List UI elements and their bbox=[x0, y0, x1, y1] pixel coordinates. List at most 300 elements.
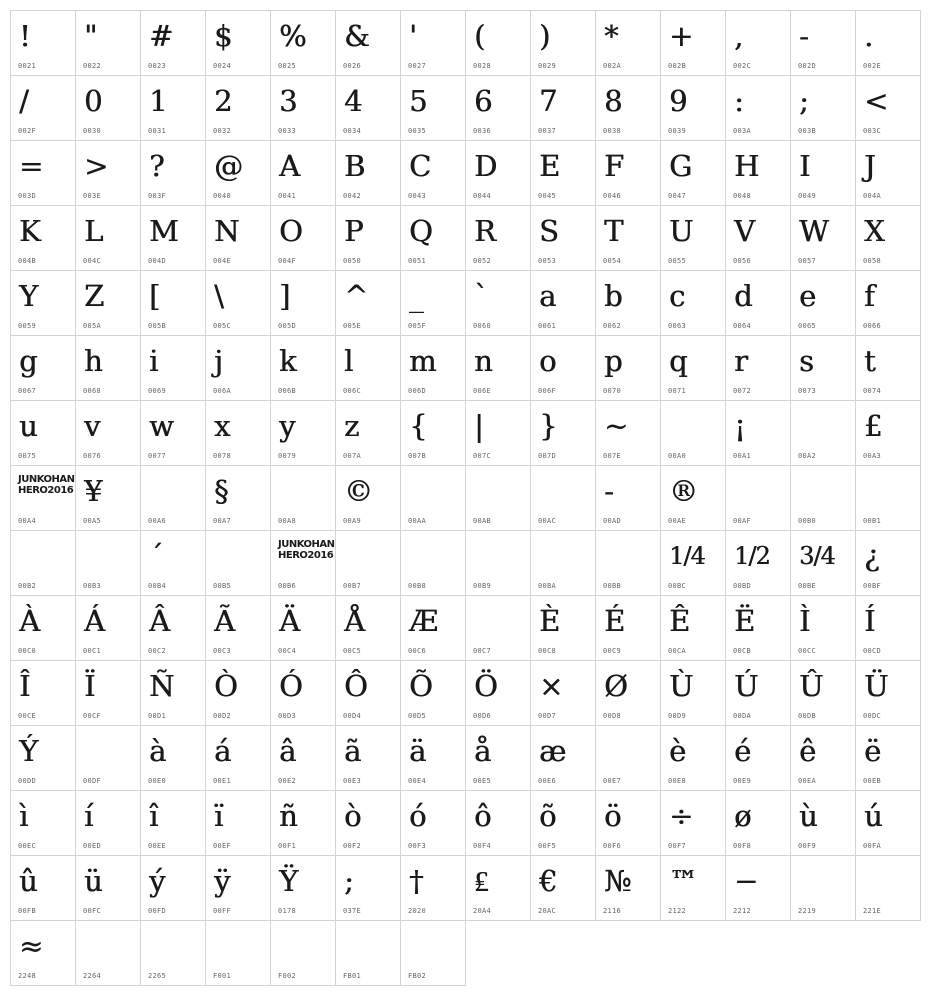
glyph-cell bbox=[596, 531, 661, 596]
glyph-char: o bbox=[539, 344, 557, 378]
glyph-cell bbox=[466, 791, 531, 856]
glyph-codepoint: 0038 bbox=[603, 127, 622, 135]
glyph-codepoint: 00AF bbox=[733, 517, 752, 525]
glyph-cell bbox=[11, 531, 76, 596]
glyph-cell bbox=[466, 206, 531, 271]
glyph-codepoint: 00CF bbox=[83, 712, 102, 720]
glyph-codepoint: 00BA bbox=[538, 582, 557, 590]
glyph-char: b bbox=[604, 279, 623, 313]
glyph-codepoint: 006D bbox=[408, 387, 427, 395]
glyph-cell bbox=[466, 466, 531, 531]
glyph-codepoint: 0058 bbox=[863, 257, 882, 265]
glyph-char: ÷ bbox=[669, 799, 694, 833]
glyph-codepoint: 007A bbox=[343, 452, 362, 460]
glyph-char: æ bbox=[539, 734, 567, 768]
glyph-codepoint: 00AC bbox=[538, 517, 557, 525]
glyph-codepoint: 00A1 bbox=[733, 452, 752, 460]
glyph-cell bbox=[141, 76, 206, 141]
glyph-codepoint: 0021 bbox=[18, 62, 37, 70]
glyph-codepoint: 002F bbox=[18, 127, 37, 135]
glyph-codepoint: 007D bbox=[538, 452, 557, 460]
glyph-cell bbox=[336, 271, 401, 336]
glyph-cell bbox=[466, 271, 531, 336]
glyph-codepoint: 00AE bbox=[668, 517, 687, 525]
glyph-codepoint: 0035 bbox=[408, 127, 427, 135]
glyph-char: a bbox=[539, 279, 557, 313]
glyph-cell bbox=[531, 271, 596, 336]
glyph-char: Ã bbox=[214, 604, 235, 638]
glyph-codepoint: 00A0 bbox=[668, 452, 687, 460]
glyph-cell bbox=[141, 856, 206, 921]
glyph-char: ~ bbox=[604, 409, 629, 443]
glyph-codepoint: 00FA bbox=[863, 842, 882, 850]
glyph-cell bbox=[596, 11, 661, 76]
glyph-char: Ó bbox=[279, 669, 303, 703]
glyph-cell bbox=[466, 141, 531, 206]
glyph-char: h bbox=[84, 344, 103, 378]
glyph-char: H bbox=[734, 149, 760, 183]
glyph-cell bbox=[856, 206, 921, 271]
glyph-codepoint: 00FC bbox=[83, 907, 102, 915]
glyph-cell bbox=[596, 856, 661, 921]
glyph-codepoint: 00E7 bbox=[603, 777, 622, 785]
glyph-codepoint: 0046 bbox=[603, 192, 622, 200]
glyph-codepoint: 00D2 bbox=[213, 712, 232, 720]
glyph-char: 3 bbox=[279, 84, 298, 118]
glyph-char: Û bbox=[799, 669, 824, 703]
glyph-char: S bbox=[539, 214, 559, 248]
glyph-char: , bbox=[734, 19, 744, 53]
glyph-char: Ê bbox=[669, 604, 691, 638]
glyph-char: £ bbox=[864, 409, 883, 443]
glyph-codepoint: 005C bbox=[213, 322, 232, 330]
glyph-codepoint: 00FD bbox=[148, 907, 167, 915]
glyph-char: F bbox=[604, 149, 625, 183]
glyph-codepoint: 00EB bbox=[863, 777, 882, 785]
glyph-cell bbox=[596, 596, 661, 661]
glyph-char: A bbox=[279, 149, 300, 183]
glyph-cell bbox=[206, 466, 271, 531]
glyph-codepoint: 004D bbox=[148, 257, 167, 265]
glyph-char: M bbox=[149, 214, 179, 248]
glyph-char: < bbox=[864, 84, 889, 118]
glyph-char: I bbox=[799, 149, 811, 183]
glyph-codepoint: 005E bbox=[343, 322, 362, 330]
glyph-codepoint: 00DF bbox=[83, 777, 102, 785]
glyph-codepoint: 0062 bbox=[603, 322, 622, 330]
glyph-cell bbox=[856, 141, 921, 206]
glyph-char: D bbox=[474, 149, 498, 183]
glyph-cell bbox=[661, 466, 726, 531]
glyph-cell bbox=[206, 206, 271, 271]
glyph-cell bbox=[726, 401, 791, 466]
glyph-char: X bbox=[864, 214, 885, 248]
glyph-codepoint: 00D9 bbox=[668, 712, 687, 720]
glyph-codepoint: 003D bbox=[18, 192, 37, 200]
glyph-codepoint: 00B9 bbox=[473, 582, 492, 590]
glyph-char: 7 bbox=[539, 84, 558, 118]
glyph-cell bbox=[141, 726, 206, 791]
glyph-cell bbox=[401, 401, 466, 466]
glyph-codepoint: 0064 bbox=[733, 322, 752, 330]
glyph-cell bbox=[661, 531, 726, 596]
glyph-codepoint: 0045 bbox=[538, 192, 557, 200]
glyph-cell bbox=[791, 661, 856, 726]
glyph-char: ₤ bbox=[474, 864, 489, 898]
glyph-cell bbox=[271, 206, 336, 271]
glyph-char: y bbox=[279, 409, 296, 443]
glyph-char: Ä bbox=[279, 604, 300, 638]
glyph-char: e bbox=[799, 279, 817, 313]
glyph-char: + bbox=[669, 19, 694, 53]
glyph-grid bbox=[10, 10, 921, 986]
glyph-cell bbox=[206, 76, 271, 141]
glyph-char: Í bbox=[864, 604, 876, 638]
glyph-codepoint: 00B5 bbox=[213, 582, 232, 590]
glyph-codepoint: 0054 bbox=[603, 257, 622, 265]
glyph-char: ' bbox=[409, 19, 417, 53]
glyph-codepoint: 0032 bbox=[213, 127, 232, 135]
glyph-char: ã bbox=[344, 734, 362, 768]
glyph-codepoint: 2116 bbox=[603, 907, 622, 915]
glyph-char: P bbox=[344, 214, 364, 248]
glyph-codepoint: 003A bbox=[733, 127, 752, 135]
glyph-cell bbox=[271, 271, 336, 336]
glyph-codepoint: 002B bbox=[668, 62, 687, 70]
glyph-char: å bbox=[474, 734, 492, 768]
glyph-char: / bbox=[19, 84, 29, 118]
glyph-char: ê bbox=[799, 734, 817, 768]
glyph-cell bbox=[726, 206, 791, 271]
glyph-char: * bbox=[604, 19, 619, 53]
glyph-cell bbox=[11, 206, 76, 271]
glyph-char: ` bbox=[474, 279, 489, 313]
glyph-cell bbox=[466, 336, 531, 401]
glyph-codepoint: 007C bbox=[473, 452, 492, 460]
glyph-char: O bbox=[279, 214, 303, 248]
glyph-cell bbox=[401, 336, 466, 401]
glyph-codepoint: 00A4 bbox=[18, 517, 37, 525]
glyph-codepoint: 00BD bbox=[733, 582, 752, 590]
glyph-codepoint: 00A3 bbox=[863, 452, 882, 460]
glyph-codepoint: 00E0 bbox=[148, 777, 167, 785]
glyph-cell bbox=[466, 661, 531, 726]
glyph-codepoint: 00E5 bbox=[473, 777, 492, 785]
glyph-cell bbox=[76, 661, 141, 726]
glyph-codepoint: 005F bbox=[408, 322, 427, 330]
glyph-codepoint: 006A bbox=[213, 387, 232, 395]
glyph-codepoint: 004A bbox=[863, 192, 882, 200]
glyph-codepoint: 0071 bbox=[668, 387, 687, 395]
glyph-char: í bbox=[84, 799, 94, 833]
glyph-cell bbox=[76, 11, 141, 76]
glyph-char: % bbox=[279, 19, 307, 53]
glyph-char: @ bbox=[214, 149, 243, 183]
glyph-char: \ bbox=[214, 279, 224, 313]
glyph-codepoint: 0069 bbox=[148, 387, 167, 395]
glyph-codepoint: 00E1 bbox=[213, 777, 232, 785]
glyph-char: k bbox=[279, 344, 297, 378]
glyph-cell bbox=[661, 401, 726, 466]
glyph-char: U bbox=[669, 214, 694, 248]
glyph-codepoint: 00BF bbox=[863, 582, 882, 590]
glyph-cell bbox=[11, 856, 76, 921]
glyph-char: ´ bbox=[149, 539, 164, 573]
glyph-char: ä bbox=[409, 734, 427, 768]
glyph-char: j bbox=[214, 344, 223, 378]
glyph-codepoint: 0072 bbox=[733, 387, 752, 395]
glyph-cell bbox=[661, 336, 726, 401]
glyph-codepoint: 00C1 bbox=[83, 647, 102, 655]
glyph-codepoint: 0074 bbox=[863, 387, 882, 395]
glyph-char: × bbox=[539, 669, 564, 703]
glyph-codepoint: 003F bbox=[148, 192, 167, 200]
glyph-char: ? bbox=[149, 149, 165, 183]
glyph-codepoint: 0049 bbox=[798, 192, 817, 200]
glyph-char: à bbox=[149, 734, 167, 768]
glyph-codepoint: 0037 bbox=[538, 127, 557, 135]
glyph-char: © bbox=[344, 474, 373, 508]
glyph-cell bbox=[336, 596, 401, 661]
glyph-char: â bbox=[279, 734, 297, 768]
glyph-cell bbox=[76, 921, 141, 986]
glyph-char: s bbox=[799, 344, 814, 378]
glyph-cell bbox=[76, 76, 141, 141]
glyph-char: Q bbox=[409, 214, 433, 248]
glyph-cell bbox=[531, 726, 596, 791]
glyph-codepoint: 007B bbox=[408, 452, 427, 460]
glyph-char: ï bbox=[214, 799, 224, 833]
glyph-char: Ë bbox=[734, 604, 756, 638]
glyph-codepoint: 00A9 bbox=[343, 517, 362, 525]
glyph-cell bbox=[336, 401, 401, 466]
glyph-char: § bbox=[214, 474, 229, 508]
glyph-codepoint: 005B bbox=[148, 322, 167, 330]
glyph-codepoint: 0024 bbox=[213, 62, 232, 70]
glyph-cell bbox=[271, 596, 336, 661]
glyph-codepoint: 00DC bbox=[863, 712, 882, 720]
glyph-cell bbox=[856, 856, 921, 921]
glyph-char: p bbox=[604, 344, 623, 378]
glyph-cell bbox=[401, 531, 466, 596]
glyph-codepoint: 00D6 bbox=[473, 712, 492, 720]
glyph-cell bbox=[401, 661, 466, 726]
glyph-char: ™ bbox=[669, 864, 698, 898]
glyph-codepoint: FB02 bbox=[408, 972, 427, 980]
glyph-codepoint: 00EA bbox=[798, 777, 817, 785]
glyph-char: ñ bbox=[279, 799, 298, 833]
glyph-char: V bbox=[734, 214, 755, 248]
glyph-char: z bbox=[344, 409, 360, 443]
glyph-cell bbox=[726, 531, 791, 596]
glyph-codepoint: 00AD bbox=[603, 517, 622, 525]
glyph-char: È bbox=[539, 604, 561, 638]
glyph-char: 0 bbox=[84, 84, 103, 118]
glyph-cell bbox=[726, 76, 791, 141]
glyph-cell bbox=[336, 11, 401, 76]
glyph-char: & bbox=[344, 19, 370, 53]
glyph-cell bbox=[596, 206, 661, 271]
glyph-codepoint: 00C8 bbox=[538, 647, 557, 655]
glyph-char: ú bbox=[864, 799, 883, 833]
glyph-codepoint: 0036 bbox=[473, 127, 492, 135]
glyph-char: t bbox=[864, 344, 876, 378]
glyph-codepoint: 006C bbox=[343, 387, 362, 395]
glyph-cell bbox=[856, 76, 921, 141]
glyph-cell bbox=[401, 726, 466, 791]
glyph-codepoint: 00ED bbox=[83, 842, 102, 850]
glyph-char: ( bbox=[474, 19, 486, 53]
glyph-cell bbox=[401, 271, 466, 336]
glyph-char: € bbox=[539, 864, 558, 898]
glyph-cell bbox=[531, 856, 596, 921]
glyph-cell bbox=[11, 336, 76, 401]
glyph-char: Ø bbox=[604, 669, 628, 703]
glyph-codepoint: 00AB bbox=[473, 517, 492, 525]
glyph-char: ; bbox=[344, 864, 354, 898]
glyph-char: | bbox=[474, 409, 484, 443]
glyph-cell bbox=[596, 141, 661, 206]
glyph-codepoint: 00A8 bbox=[278, 517, 297, 525]
glyph-char: B bbox=[344, 149, 366, 183]
glyph-char: 4 bbox=[344, 84, 363, 118]
glyph-cell bbox=[336, 336, 401, 401]
glyph-cell bbox=[11, 401, 76, 466]
glyph-codepoint: 002D bbox=[798, 62, 817, 70]
glyph-codepoint: 00CA bbox=[668, 647, 687, 655]
glyph-cell bbox=[141, 141, 206, 206]
glyph-char: é bbox=[734, 734, 752, 768]
glyph-codepoint: 0067 bbox=[18, 387, 37, 395]
glyph-codepoint: 221E bbox=[863, 907, 882, 915]
glyph-char: w bbox=[149, 409, 174, 443]
glyph-char: Ì bbox=[799, 604, 811, 638]
glyph-char: Ö bbox=[474, 669, 498, 703]
glyph-cell bbox=[206, 141, 271, 206]
glyph-char: Ï bbox=[84, 669, 96, 703]
glyph-codepoint: 00A5 bbox=[83, 517, 102, 525]
glyph-codepoint: 2265 bbox=[148, 972, 167, 980]
glyph-cell bbox=[791, 141, 856, 206]
glyph-codepoint: 00F1 bbox=[278, 842, 297, 850]
glyph-cell bbox=[531, 596, 596, 661]
glyph-char: R bbox=[474, 214, 496, 248]
glyph-cell bbox=[661, 76, 726, 141]
glyph-char: C bbox=[409, 149, 432, 183]
glyph-char: Ô bbox=[344, 669, 368, 703]
glyph-codepoint: 00FB bbox=[18, 907, 37, 915]
glyph-cell bbox=[791, 596, 856, 661]
glyph-char: † bbox=[409, 864, 424, 898]
glyph-codepoint: 00E3 bbox=[343, 777, 362, 785]
glyph-codepoint: 0022 bbox=[83, 62, 102, 70]
glyph-logo: JUNKOHAN HERO2016 bbox=[278, 539, 335, 561]
glyph-cell bbox=[596, 661, 661, 726]
glyph-char: ; bbox=[799, 84, 809, 118]
glyph-char: ì bbox=[19, 799, 29, 833]
glyph-char: Î bbox=[19, 669, 31, 703]
glyph-cell bbox=[336, 206, 401, 271]
glyph-codepoint: 20AC bbox=[538, 907, 557, 915]
glyph-cell bbox=[336, 531, 401, 596]
glyph-cell bbox=[856, 466, 921, 531]
glyph-char: - bbox=[799, 19, 809, 53]
glyph-cell bbox=[271, 76, 336, 141]
glyph-codepoint: 0025 bbox=[278, 62, 297, 70]
glyph-codepoint: 0178 bbox=[278, 907, 297, 915]
glyph-cell bbox=[791, 271, 856, 336]
glyph-char: - bbox=[604, 474, 614, 508]
glyph-codepoint: 0047 bbox=[668, 192, 687, 200]
glyph-cell bbox=[76, 206, 141, 271]
glyph-codepoint: 00F7 bbox=[668, 842, 687, 850]
glyph-cell bbox=[726, 11, 791, 76]
glyph-cell bbox=[661, 11, 726, 76]
glyph-char: = bbox=[19, 149, 44, 183]
glyph-cell bbox=[466, 856, 531, 921]
glyph-codepoint: 037E bbox=[343, 907, 362, 915]
glyph-char: 1/2 bbox=[734, 542, 770, 570]
glyph-char: − bbox=[734, 864, 759, 898]
glyph-char: É bbox=[604, 604, 626, 638]
glyph-codepoint: 00E4 bbox=[408, 777, 427, 785]
glyph-char: Z bbox=[84, 279, 105, 313]
glyph-cell bbox=[531, 141, 596, 206]
glyph-char: Õ bbox=[409, 669, 433, 703]
glyph-cell bbox=[466, 11, 531, 76]
glyph-cell bbox=[206, 856, 271, 921]
glyph-char: Ú bbox=[734, 669, 759, 703]
glyph-char: î bbox=[149, 799, 159, 833]
glyph-cell bbox=[596, 466, 661, 531]
glyph-codepoint: 0052 bbox=[473, 257, 492, 265]
glyph-char: > bbox=[84, 149, 109, 183]
glyph-char: û bbox=[19, 864, 38, 898]
glyph-char: Å bbox=[344, 604, 365, 638]
glyph-codepoint: 00EC bbox=[18, 842, 37, 850]
glyph-codepoint: 0076 bbox=[83, 452, 102, 460]
glyph-codepoint: 0050 bbox=[343, 257, 362, 265]
glyph-char: : bbox=[734, 84, 744, 118]
glyph-codepoint: 007E bbox=[603, 452, 622, 460]
glyph-char: Æ bbox=[409, 604, 439, 638]
glyph-char: c bbox=[669, 279, 686, 313]
glyph-codepoint: 00A2 bbox=[798, 452, 817, 460]
glyph-codepoint: 0043 bbox=[408, 192, 427, 200]
glyph-cell bbox=[271, 336, 336, 401]
glyph-char: # bbox=[149, 19, 174, 53]
glyph-codepoint: 003B bbox=[798, 127, 817, 135]
glyph-cell bbox=[271, 661, 336, 726]
glyph-cell bbox=[336, 76, 401, 141]
glyph-cell bbox=[856, 661, 921, 726]
glyph-char: G bbox=[669, 149, 693, 183]
glyph-codepoint: 0044 bbox=[473, 192, 492, 200]
glyph-codepoint: 2248 bbox=[18, 972, 37, 980]
glyph-cell bbox=[791, 206, 856, 271]
glyph-codepoint: 00C0 bbox=[18, 647, 37, 655]
glyph-codepoint: 00F6 bbox=[603, 842, 622, 850]
glyph-codepoint: 0023 bbox=[148, 62, 167, 70]
glyph-cell bbox=[726, 661, 791, 726]
glyph-cell bbox=[791, 791, 856, 856]
glyph-codepoint: 00CE bbox=[18, 712, 37, 720]
glyph-cell bbox=[791, 856, 856, 921]
glyph-codepoint: 00BE bbox=[798, 582, 817, 590]
glyph-cell bbox=[206, 726, 271, 791]
glyph-char: m bbox=[409, 344, 437, 378]
glyph-codepoint: 00FF bbox=[213, 907, 232, 915]
